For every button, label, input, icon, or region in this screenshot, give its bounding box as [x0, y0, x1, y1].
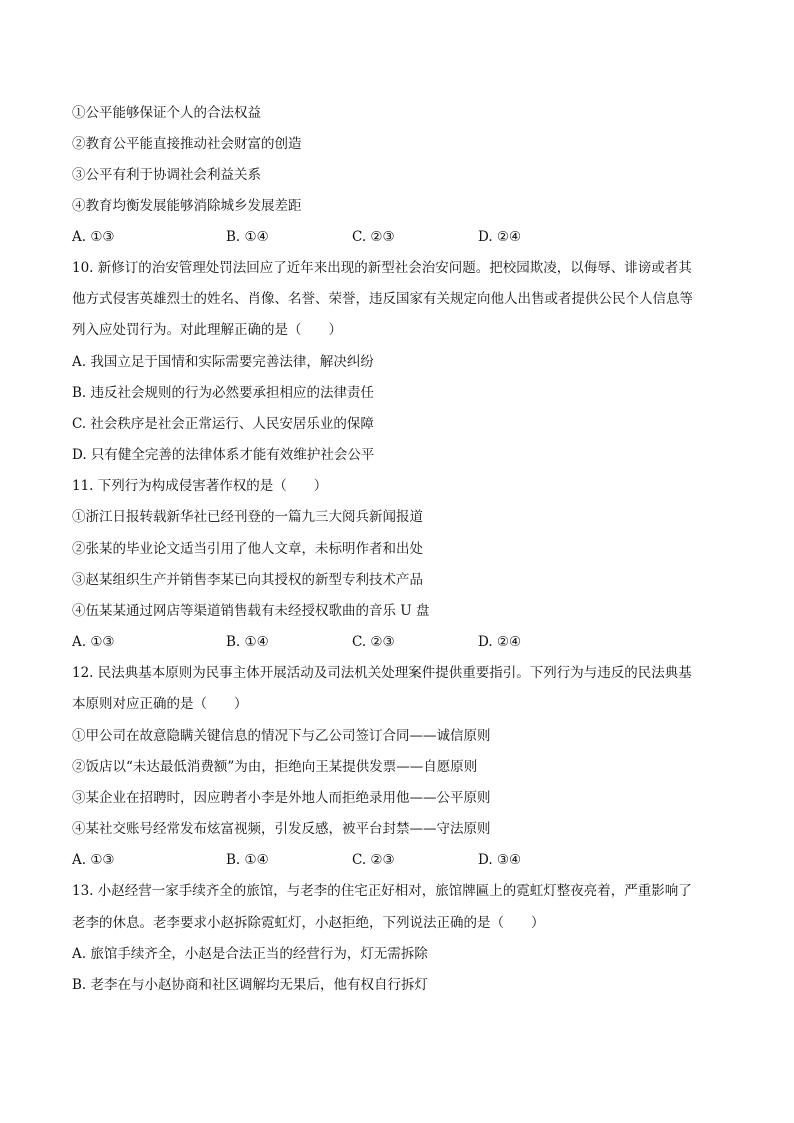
q9-statement-3: ③公平有利于协调社会利益关系 — [72, 167, 261, 183]
q10-stem-line-1: 10. 新修订的治安管理处罚法回应了近年来出现的新型社会治安问题。把校园欺凌，以侮辱、诽谤或者其 — [72, 260, 692, 276]
q12-statement-4: ④某社交账号经常发布炫富视频，引发反感，被平台封禁——守法原则 — [72, 821, 491, 837]
q13-option-a: A. 旅馆手续齐全，小赵是合法正当的经营行为，灯无需拆除 — [72, 946, 428, 962]
q10-stem-line-3: 列入应处罚行为。对此理解正确的是（ ） — [72, 322, 342, 338]
q12-statement-2: ②饭店以“未达最低消费额”为由，拒绝向王某提供发票——自愿原则 — [72, 759, 478, 775]
q11-statement-3: ③赵某组织生产并销售李某已向其授权的新型专利技术产品 — [72, 572, 423, 588]
q10-option-d: D. 只有健全完善的法律体系才能有效维护社会公平 — [72, 447, 375, 463]
q12-option-b: B. ①④ — [226, 852, 269, 868]
q12-option-a: A. ①③ — [72, 852, 115, 868]
q9-statement-1: ①公平能够保证个人的合法权益 — [72, 105, 261, 121]
q13-stem-line-2: 老李的休息。老李要求小赵拆除霓虹灯，小赵拒绝，下列说法正确的是（ ） — [72, 915, 545, 931]
q13-stem-line-1: 13. 小赵经营一家手续齐全的旅馆，与老李的住宅正好相对，旅馆牌匾上的霓虹灯整夜亮着，严重影响了 — [72, 883, 692, 899]
q12-statement-3: ③某企业在招聘时，因应聘者小李是外地人而拒绝录用他——公平原则 — [72, 790, 491, 806]
q12-option-c: C. ②③ — [352, 852, 395, 868]
q9-option-b: B. ①④ — [226, 229, 269, 245]
q11-option-a: A. ①③ — [72, 634, 115, 650]
q12-option-d: D. ③④ — [478, 852, 522, 868]
q11-stem: 11. 下列行为构成侵害著作权的是（ ） — [72, 478, 328, 494]
q12-statement-1: ①甲公司在故意隐瞒关键信息的情况下与乙公司签订合同——诚信原则 — [72, 728, 491, 744]
q10-stem-line-2: 他方式侵害英雄烈士的姓名、肖像、名誉、荣誉，违反国家有关规定向他人出售或者提供公民个人信息等 — [72, 291, 693, 307]
q11-option-b: B. ①④ — [226, 634, 269, 650]
q10-option-b: B. 违反社会规则的行为必然要承担相应的法律责任 — [72, 385, 375, 401]
q13-option-b: B. 老李在与小赵协商和社区调解均无果后，他有权自行拆灯 — [72, 977, 429, 993]
q12-stem-line-2: 本原则对应正确的是（ ） — [72, 696, 248, 712]
q11-statement-4: ④伍某某通过网店等渠道销售载有未经授权歌曲的音乐 U 盘 — [72, 603, 430, 619]
q9-option-c: C. ②③ — [352, 229, 395, 245]
q11-option-c: C. ②③ — [352, 634, 395, 650]
q11-statement-1: ①浙江日报转载新华社已经刊登的一篇九三大阅兵新闻报道 — [72, 509, 423, 525]
q9-option-d: D. ②④ — [478, 229, 522, 245]
q9-statement-2: ②教育公平能直接推动社会财富的创造 — [72, 136, 302, 152]
q12-stem-line-1: 12. 民法典基本原则为民事主体开展活动及司法机关处理案件提供重要指引。下列行为与违反的民法典基 — [72, 665, 692, 681]
q9-option-a: A. ①③ — [72, 229, 115, 245]
q11-statement-2: ②张某的毕业论文适当引用了他人文章，未标明作者和出处 — [72, 541, 423, 557]
q10-option-c: C. 社会秩序是社会正常运行、人民安居乐业的保障 — [72, 416, 374, 432]
q10-option-a: A. 我国立足于国情和实际需要完善法律，解决纠纷 — [72, 354, 374, 370]
q9-statement-4: ④教育均衡发展能够消除城乡发展差距 — [72, 198, 302, 214]
q11-option-d: D. ②④ — [478, 634, 522, 650]
